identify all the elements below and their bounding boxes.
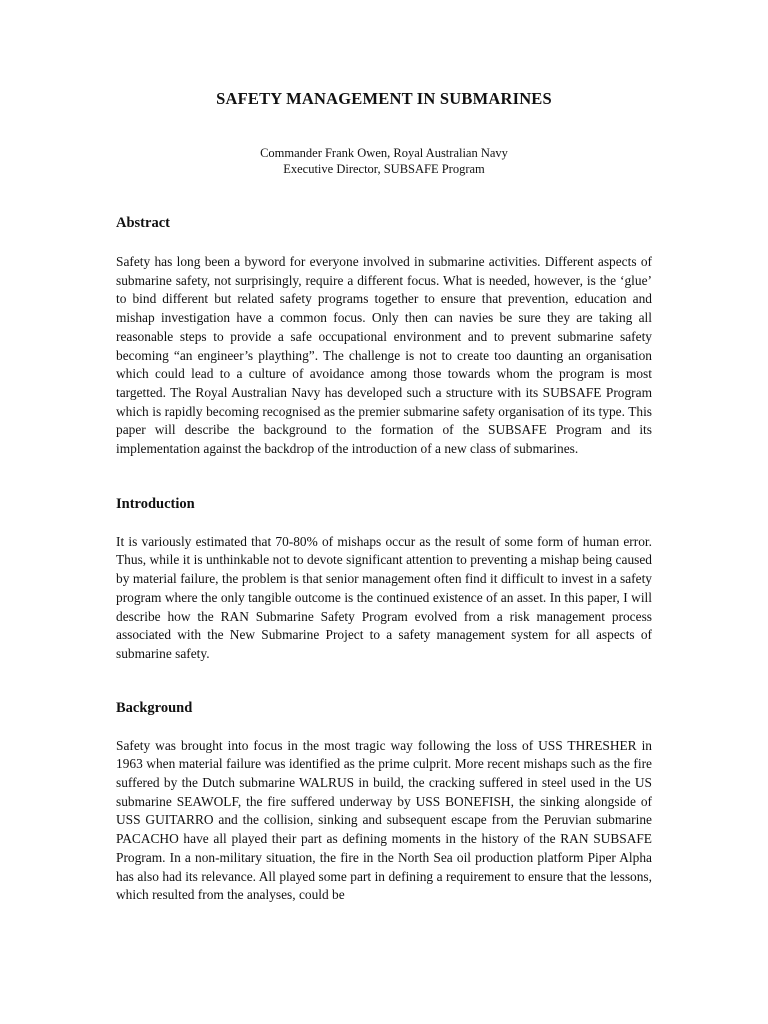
document-title: SAFETY MANAGEMENT IN SUBMARINES xyxy=(216,89,552,108)
introduction-paragraph: It is variously estimated that 70-80% of mishaps occur as the result of some form of human error. Thus, while it is unthinkable not to devote significant attention to preventing a mishap being caused by material failure, the problem is that senior management often find it difficult to invest in a safety program where the only tangible outcome is the continued existence of an asset. In this paper, I will describe how the RAN Submarine Safety Program evolved from a risk management process associated with the New Submarine Project to a safety management system for all aspects of submarine safety. xyxy=(116,533,652,661)
abstract-paragraph: Safety has long been a byword for everyone involved in submarine activities. Different aspects of submarine safety, not surprisingly, require a different focus. What is needed, however, is the ‘glue’ to bind different but related safety programs together to ensure that prevention, education and mishap investigation have a common focus. Only then can navies be sure they are taking all reasonable steps to provide a safe occupational environment and to prevent submarine safety becoming “an engineer’s plaything”. The challenge is not to create too daunting an organisation which could lead to a culture of avoidance among those towards whom the program is most targetted. The Royal Australian Navy has developed such a structure with its SUBSAFE Program which is rapidly becoming recognised as the premier submarine safety organisation of its type. This paper will describe the background to the formation of the SUBSAFE Program and its implementation against the backdrop of the introduction of a new class of submarines. xyxy=(116,254,652,457)
author-line: Commander Frank Owen, Royal Australian Navy xyxy=(260,146,508,160)
abstract-heading: Abstract xyxy=(116,215,170,231)
introduction-heading: Introduction xyxy=(116,495,195,512)
background-paragraph: Safety was brought into focus in the most tragic way following the loss of USS THRESHER in 1963 when material failure was identified as the prime culprit. More recent mishaps such as the fire suffered by the Dutch submarine WALRUS in build, the cracking suffered in steel used in the US submarine SEAWOLF, the fire suffered underway by USS BONEFISH, the sinking alongside of USS GUITARRO and the collision, sinking and subsequent escape from the Peruvian submarine PACACHO have all played their part as defining moments in the history of the RAN SUBSAFE Program. In a non-military situation, the fire in the North Sea oil production platform Piper Alpha has also had its relevance. All played some part in defining a requirement to ensure that the lessons, which resulted from the analyses, could be xyxy=(116,737,652,903)
background-heading: Background xyxy=(116,699,193,716)
affiliation-line: Executive Director, SUBSAFE Program xyxy=(283,162,485,176)
author-block xyxy=(116,145,652,177)
